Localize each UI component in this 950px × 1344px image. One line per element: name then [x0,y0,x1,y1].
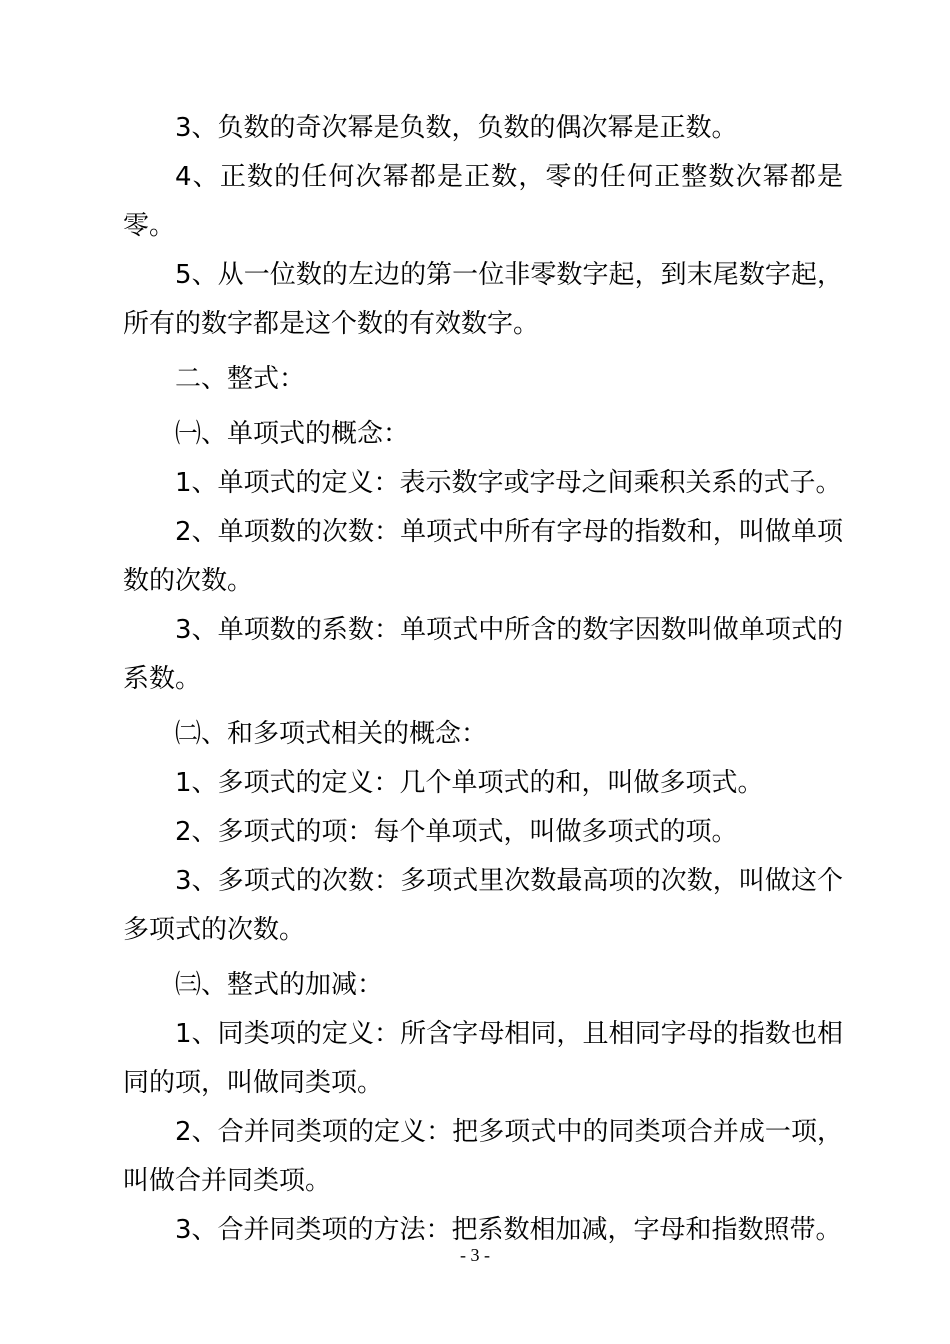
subsection-heading-polynomial: ㈡、和多项式相关的概念： [175,719,488,749]
paragraph-polynomial-degree: 3、多项式的次数：多项式里次数最高项的次数，叫做这个多项式的次数。 [123,866,843,945]
document-body [123,104,843,1255]
paragraph-positive-powers: 4、正数的任何次幂都是正数，零的任何正整数次幂都是零。 [123,162,843,241]
paragraph-odd-even-powers: 3、负数的奇次幂是负数，负数的偶次幂是正数。 [175,113,738,143]
paragraph-polynomial-definition: 1、多项式的定义：几个单项式的和，叫做多项式。 [175,768,764,798]
paragraph-monomial-degree: 2、单项数的次数：单项式中所有字母的指数和，叫做单项数的次数。 [123,517,843,596]
paragraph-monomial-definition: 1、单项式的定义：表示数字或字母之间乘积关系的式子。 [175,468,842,498]
paragraph-like-terms-definition: 1、同类项的定义：所含字母相同，且相同字母的指数也相同的项，叫做同类项。 [123,1019,843,1098]
paragraph-monomial-coefficient: 3、单项数的系数：单项式中所含的数字因数叫做单项式的系数。 [123,615,843,694]
paragraph-polynomial-term: 2、多项式的项：每个单项式，叫做多项式的项。 [175,817,738,847]
subsection-heading-monomial: ㈠、单项式的概念： [175,419,410,449]
paragraph-significant-digits: 5、从一位数的左边的第一位非零数字起，到末尾数字起，所有的数字都是这个数的有效数字。 [123,260,843,339]
page-number: - 3 - [460,1245,490,1265]
section-heading-polynomials: 二、整式： [175,364,306,394]
paragraph-combining-like-terms: 2、合并同类项的定义：把多项式中的同类项合并成一项，叫做合并同类项。 [123,1117,843,1196]
subsection-heading-addition: ㈢、整式的加减： [175,970,384,1000]
paragraph-combining-method: 3、合并同类项的方法：把系数相加减，字母和指数照带。 [175,1215,842,1245]
